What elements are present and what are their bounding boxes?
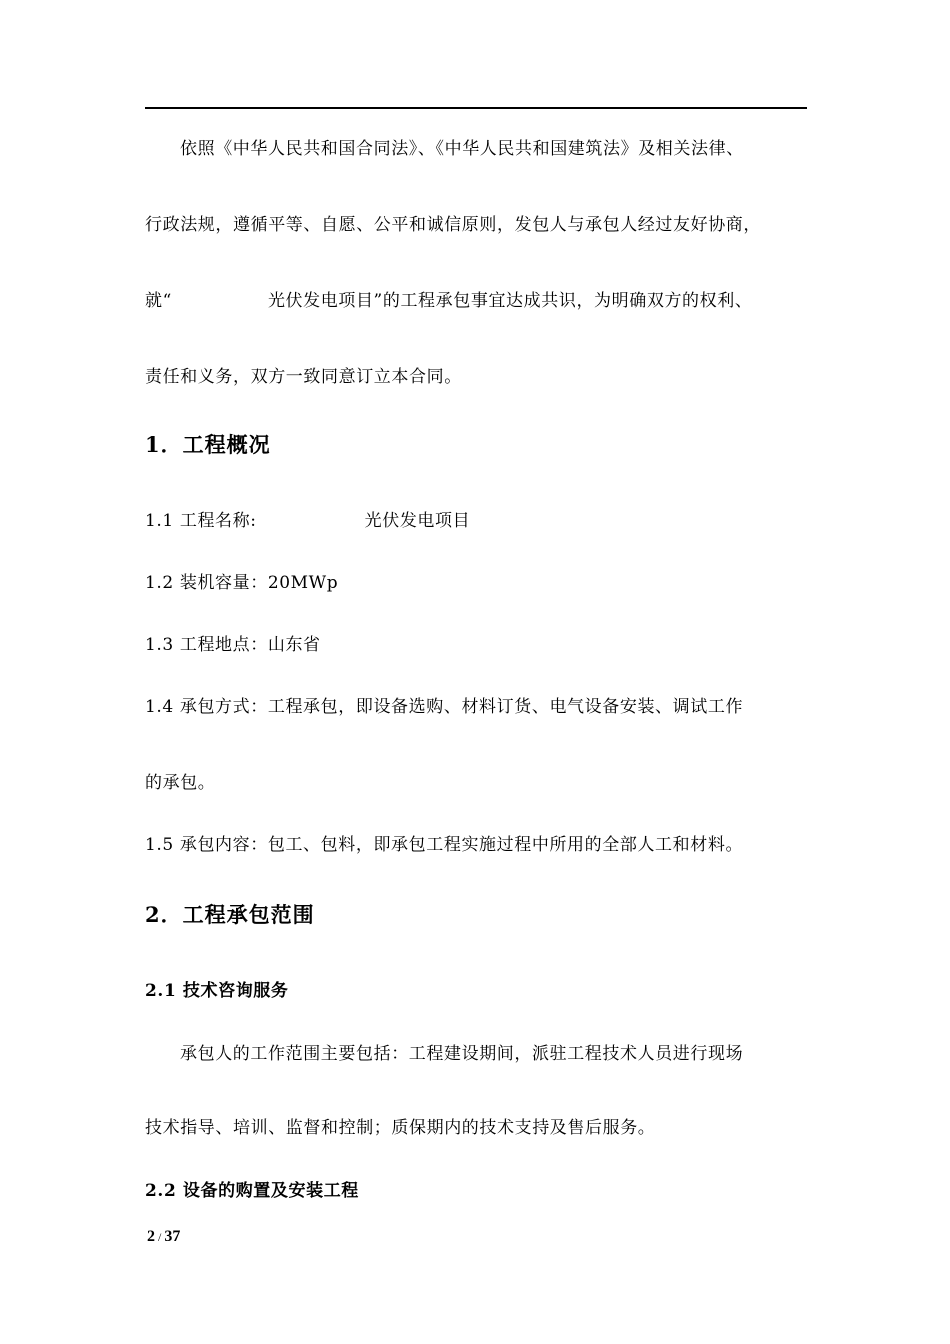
intro-line-1: 依照《中华人民共和国合同法》、《中华人民共和国建筑法》及相关法律、 — [180, 139, 744, 159]
section-1-heading: 1．工程概况 — [145, 432, 271, 457]
intro-line-2: 行政法规，遵循平等、自愿、公平和诚信原则，发包人与承包人经过友好协商， — [145, 215, 761, 235]
para-2-1-line-2: 技术指导、培训、监督和控制；质保期内的技术支持及售后服务。 — [145, 1118, 656, 1138]
intro-line-3: 就“ 光伏发电项目”的工程承包事宜达成共识，为明确双方的权利、 — [145, 291, 753, 311]
item-1-4-cont: 的承包。 — [145, 773, 216, 793]
item-1-2: 1.2 装机容量：20MWp — [145, 573, 339, 593]
item-1-4: 1.4 承包方式：工程承包，即设备选购、材料订货、电气设备安装、调试工作 — [145, 697, 744, 717]
item-1-5: 1.5 承包内容：包工、包料，即承包工程实施过程中所用的全部人工和材料。 — [145, 835, 744, 855]
subsection-2-1: 2.1 技术咨询服务 — [145, 981, 289, 1001]
page-number — [147, 1228, 180, 1246]
section-2-heading: 2．工程承包范围 — [145, 902, 315, 927]
para-2-1-line-1: 承包人的工作范围主要包括：工程建设期间，派驻工程技术人员进行现场 — [180, 1044, 744, 1064]
subsection-2-2: 2.2 设备的购置及安装工程 — [145, 1181, 359, 1201]
item-1-3: 1.3 工程地点：山东省 — [145, 635, 321, 655]
page-separator: / — [158, 1230, 162, 1244]
item-1-1: 1.1 工程名称: 光伏发电项目 — [145, 511, 471, 531]
header-rule — [145, 107, 807, 109]
current-page: 2 — [147, 1228, 155, 1245]
intro-line-4: 责任和义务，双方一致同意订立本合同。 — [145, 367, 462, 387]
total-pages: 37 — [164, 1228, 181, 1245]
